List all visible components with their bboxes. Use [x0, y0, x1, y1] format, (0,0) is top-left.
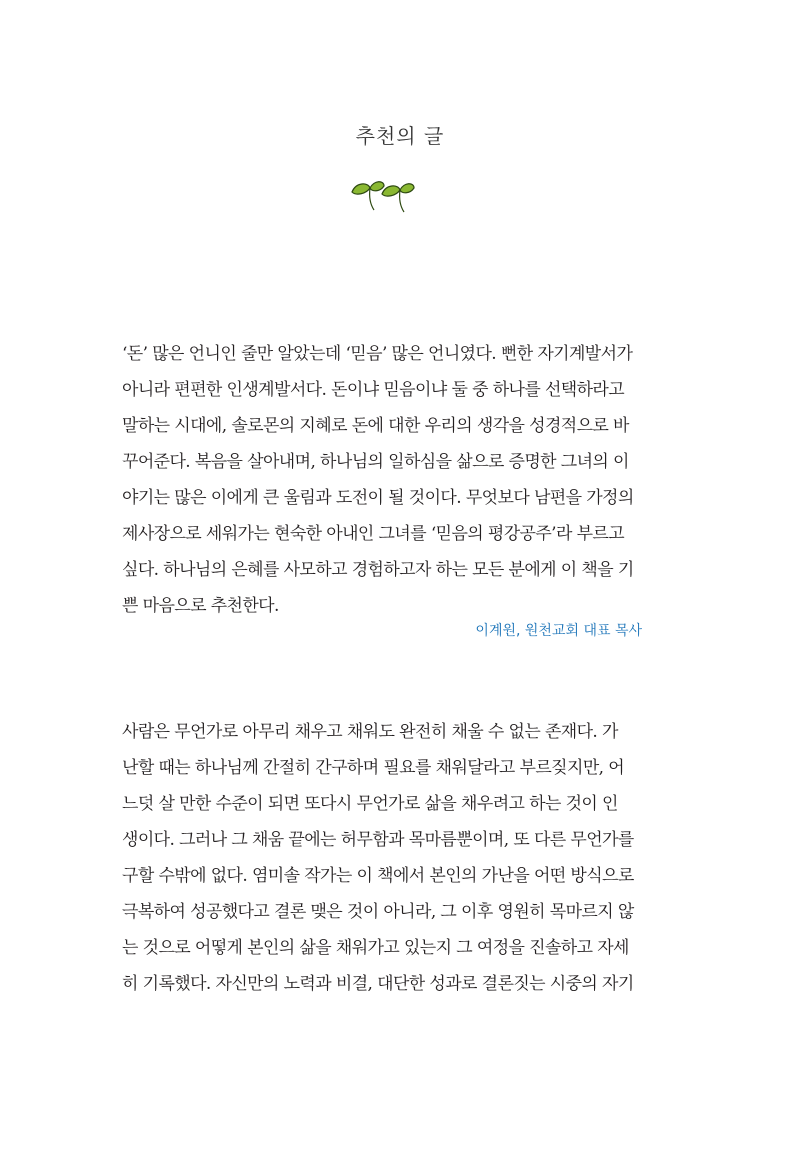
paragraph-line: ‘돈’ 많은 언니인 줄만 알았는데 ‘믿음’ 많은 언니였다. 뻔한 자기계발서가 [122, 344, 633, 364]
paragraph-line: 아니라 편편한 인생계발서다. 돈이냐 믿음이냐 둘 중 하나를 선택하라고 [122, 380, 625, 400]
attribution-author: 이계원, 원천교회 대표 목사 [475, 623, 642, 639]
paragraph-line: 싶다. 하나님의 은혜를 사모하고 경험하고자 하는 모든 분에게 이 책을 기 [122, 560, 634, 580]
paragraph-line: 히 기록했다. 자신만의 노력과 비결, 대단한 성과로 결론짓는 시중의 자기 [122, 974, 634, 994]
paragraph-line: 말하는 시대에, 솔로몬의 지혜로 돈에 대한 우리의 생각을 성경적으로 바 [122, 416, 629, 436]
paragraph-line: 극복하여 성공했다고 결론 맺은 것이 아니라, 그 이후 영원히 목마르지 않 [122, 902, 634, 922]
paragraph-line: 제사장으로 세워가는 현숙한 아내인 그녀를 ‘믿음의 평강공주’라 부르고 [122, 524, 625, 544]
paragraph-line: 난할 때는 하나님께 간절히 간구하며 필요를 채워달라고 부르짖지만, 어 [122, 758, 625, 778]
paragraph-line: 생이다. 그러나 그 채움 끝에는 허무함과 목마름뿐이며, 또 다른 무언가를 [122, 830, 634, 850]
recommendation-paragraph-2 [122, 714, 642, 1002]
recommendation-paragraph-1 [122, 336, 642, 624]
page-title: 추천의 글 [355, 124, 445, 148]
paragraph-line: 사람은 무언가로 아무리 채우고 채워도 완전히 채울 수 없는 존재다. 가 [122, 722, 618, 742]
sprout-leaves-icon [348, 178, 420, 214]
paragraph-line: 느덧 살 만한 수준이 되면 또다시 무언가로 삶을 채우려고 하는 것이 인 [122, 794, 618, 814]
paragraph-line: 쁜 마음으로 추천한다. [122, 596, 279, 616]
paragraph-line: 꾸어준다. 복음을 살아내며, 하나님의 일하심을 삶으로 증명한 그녀의 이 [122, 452, 629, 472]
paragraph-line: 는 것으로 어떻게 본인의 삶을 채워가고 있는지 그 여정을 진솔하고 자세 [122, 938, 629, 958]
paragraph-line: 구할 수밖에 없다. 염미솔 작가는 이 책에서 본인의 가난을 어떤 방식으로 [122, 866, 634, 886]
paragraph-line: 야기는 많은 이에게 큰 울림과 도전이 될 것이다. 무엇보다 남편을 가정의 [122, 488, 634, 508]
